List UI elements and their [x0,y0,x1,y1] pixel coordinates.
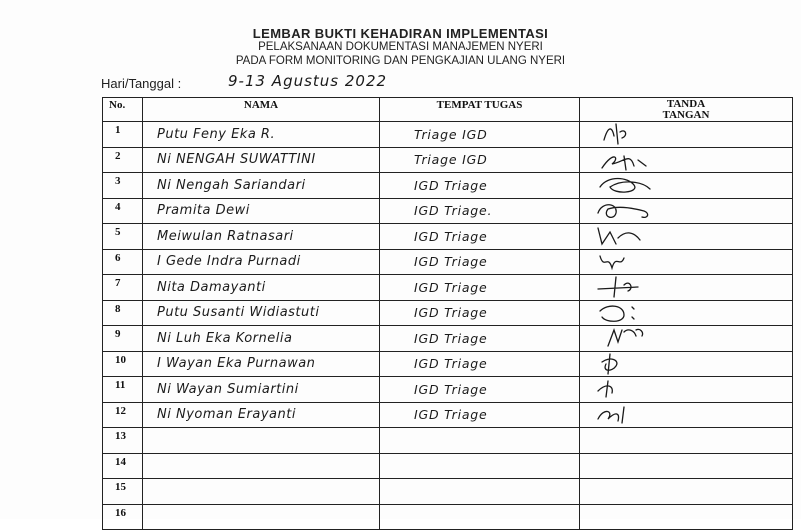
row-signature-cell [580,326,793,352]
row-number: 8 [103,300,143,326]
row-tempat-tugas: IGD Triage [380,402,580,428]
table-row [103,122,793,148]
table-row [103,300,793,326]
row-tempat-tugas [380,479,580,505]
row-signature-cell [580,275,793,301]
row-signature-cell [580,479,793,505]
column-header-tanda: TANDA [666,98,706,110]
row-name: I Wayan Eka Purnawan [143,351,380,377]
row-signature-cell [580,453,793,479]
row-tempat-tugas [380,428,580,454]
row-number: 5 [103,224,143,250]
handwritten-signature [594,250,664,274]
table-row [103,275,793,301]
row-name [143,504,380,530]
row-tempat-tugas: IGD Triage [380,326,580,352]
handwritten-signature [594,403,664,427]
row-number: 7 [103,275,143,301]
row-signature-cell [580,428,793,454]
row-name: Ni Luh Eka Kornelia [143,326,380,352]
row-signature-cell [580,504,793,530]
document-subtitle-2: PADA FORM MONITORING DAN PENGKAJIAN ULANG NYERI [235,55,566,67]
table-row [103,326,793,352]
table-row [103,198,793,224]
table-row [103,402,793,428]
row-number: 3 [103,173,143,199]
table-header-row [103,98,793,122]
column-header-tempat-tugas: TEMPAT TUGAS [380,98,580,122]
handwritten-signature [594,301,664,325]
row-name: Ni Wayan Sumiartini [143,377,380,403]
row-number: 13 [103,428,143,454]
handwritten-signature [594,148,664,172]
row-name [143,453,380,479]
table-row [103,504,793,530]
column-header-tanda-tangan [580,98,793,122]
row-tempat-tugas [380,453,580,479]
row-tempat-tugas: IGD Triage [380,249,580,275]
row-signature-cell [580,300,793,326]
row-tempat-tugas: IGD Triage [380,300,580,326]
row-number: 14 [103,453,143,479]
table-row [103,351,793,377]
row-signature-cell [580,351,793,377]
table-row [103,377,793,403]
row-signature-cell [580,224,793,250]
attendance-table [102,97,793,530]
row-tempat-tugas: Triage IGD [380,122,580,148]
handwritten-signature [594,224,664,248]
column-header-nama: NAMA [143,98,380,122]
handwritten-signature [594,199,664,223]
row-name: Nita Damayanti [143,275,380,301]
row-signature-cell [580,122,793,148]
row-name [143,479,380,505]
table-row [103,147,793,173]
row-name: I Gede Indra Purnadi [143,249,380,275]
row-number: 6 [103,249,143,275]
row-name: Ni Nyoman Erayanti [143,402,380,428]
handwritten-signature [594,326,664,350]
row-tempat-tugas: IGD Triage [380,173,580,199]
column-header-no: No. [103,98,143,122]
row-tempat-tugas: IGD Triage [380,377,580,403]
row-name: Putu Susanti Widiastuti [143,300,380,326]
handwritten-signature [594,275,664,299]
row-tempat-tugas [380,504,580,530]
row-tempat-tugas: IGD Triage. [380,198,580,224]
row-name: Ni Nengah Sariandari [143,173,380,199]
row-number: 12 [103,402,143,428]
table-row [103,249,793,275]
row-name [143,428,380,454]
row-number: 11 [103,377,143,403]
row-number: 1 [103,122,143,148]
row-number: 15 [103,479,143,505]
row-name: Ni NENGAH SUWATTINI [143,147,380,173]
document-subtitle-1: PELAKSANAAN DOKUMENTASI MANAJEMEN NYERI [258,41,543,53]
document-title: LEMBAR BUKTI KEHADIRAN IMPLEMENTASI [252,26,549,41]
row-name: Pramita Dewi [143,198,380,224]
row-number: 2 [103,147,143,173]
row-number: 9 [103,326,143,352]
row-signature-cell [580,147,793,173]
row-signature-cell [580,249,793,275]
handwritten-signature [594,173,664,197]
row-tempat-tugas: Triage IGD [380,147,580,173]
table-row [103,479,793,505]
handwritten-signature [594,352,664,376]
row-tempat-tugas: IGD Triage [380,351,580,377]
row-number: 4 [103,198,143,224]
date-value: 9-13 Agustus 2022 [228,72,388,90]
row-name: Meiwulan Ratnasari [143,224,380,250]
table-row [103,453,793,479]
table-row [103,173,793,199]
table-row [103,428,793,454]
row-signature-cell [580,198,793,224]
table-row [103,224,793,250]
row-name: Putu Feny Eka R. [143,122,380,148]
column-header-tangan: TANGAN [662,109,710,121]
row-tempat-tugas: IGD Triage [380,224,580,250]
row-number: 10 [103,351,143,377]
row-tempat-tugas: IGD Triage [380,275,580,301]
handwritten-signature [594,122,664,146]
row-number: 16 [103,504,143,530]
row-signature-cell [580,402,793,428]
row-signature-cell [580,377,793,403]
date-label: Hari/Tanggal : [101,76,182,91]
handwritten-signature [594,377,664,401]
row-signature-cell [580,173,793,199]
